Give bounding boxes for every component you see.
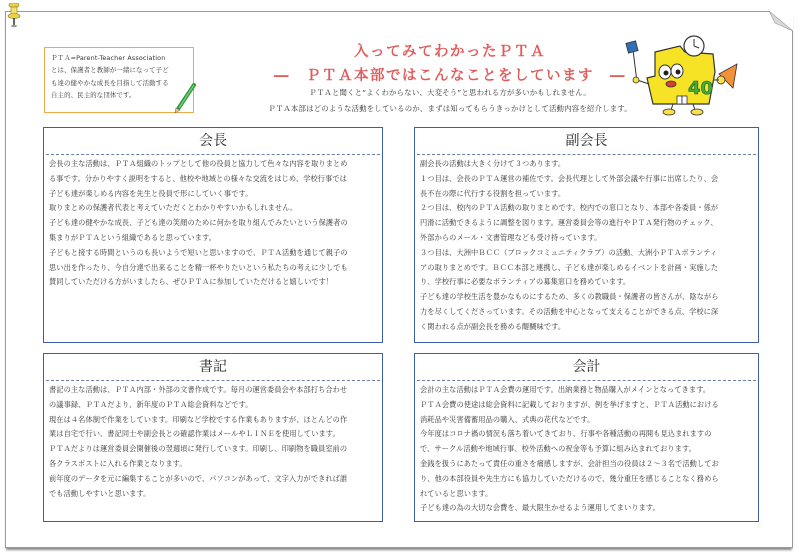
section-body <box>44 381 382 501</box>
section-line: 各クラスポストに入れる作業となります。 <box>49 458 187 468</box>
section-line: 副会長の活動は大きく分けて３つあります。 <box>420 159 566 168</box>
section-line: ＰＴＡだよりは運営委員会開催後の翌週頃に発行しています。印刷し、印刷物を職員室前の <box>49 444 348 454</box>
section-title: 会計 <box>417 354 756 381</box>
section-line: の議事録、ＰＴＡだより、新年度のＰＴＡ総会資料などです。 <box>49 399 253 409</box>
section-line: アの取りまとめです。ＢＣＣ本部と連携し、子ども達が楽しめるイベントを計画・実施した <box>420 262 719 272</box>
definition-line: とは、保護者と教師が一緒になって子ど <box>51 66 169 75</box>
section-line: れていると思います。 <box>420 488 493 498</box>
section-body <box>415 381 758 516</box>
section-line: 子ども達の学校生活を豊かなものにするため、多くの教職員・保護者の皆さんが、陰ながら <box>420 292 719 302</box>
page-curl-icon <box>769 11 793 31</box>
section-title: 書記 <box>46 354 380 381</box>
pushpin-icon <box>6 3 22 29</box>
pta-mascot-illustration <box>625 22 740 117</box>
section-vice-president <box>414 127 759 343</box>
section-line: 外部からのメール・文書管理なども受け持っています。 <box>420 232 602 242</box>
intro-text-line: ＰＴＡと聞くと“よくわからない、大変そう”と思われる方が多いかもしれません。 <box>309 88 591 97</box>
section-body <box>415 155 758 335</box>
section-line: く関われる点が副会長を務める醍醐味です。 <box>420 321 566 331</box>
definition-line: 自主的、民主的な団体です。 <box>51 91 136 100</box>
section-line: る事です。分かりやすく説明をすると、他校や地域との様々な交流をはじめ、学校行事では <box>49 173 347 183</box>
section-line: り、学校行事に必要なボランティアの募集窓口を務めています。 <box>420 277 631 287</box>
section-secretary <box>43 353 383 522</box>
section-line: 会計の主な活動はＰＴＡ会費の運用です。出納業務と物品購入がメインとなってきます。 <box>420 385 711 394</box>
definition-line: ＰＴＡ=Parent-Teacher Association <box>51 54 166 62</box>
section-line: 会長の主な活動は、ＰＴＡ組織のトップとして他の役員と協力して色々な内容を取りまとめ <box>49 159 348 168</box>
section-title: 副会長 <box>417 128 756 155</box>
section-line: 子どもと接する時間というのも長いようで短いと思いますので、ＰＴＡ活動を通じて親子の <box>49 247 348 257</box>
section-president <box>43 127 383 343</box>
section-line: 子ども達の為の大切な会費を、最大限生かせるよう運用してまいります。 <box>420 503 660 513</box>
definition-line: も達の健やかな成長を目指して活動する <box>51 78 169 87</box>
page-subtitle-heading: ― ＰＴＡ本部ではこんなことをしています ― <box>274 68 626 84</box>
mascot-40-badge: 40 <box>688 78 714 99</box>
section-line: でも活動しやすいと思います。 <box>49 488 151 498</box>
section-line: 金銭を扱うにあたって責任の重さを痛感しますが、会計担当の役員は２～３名で活動してお <box>420 458 719 468</box>
section-line: 円滑に活動できるように調整を図ります。運営委員会等の進行やＰＴＡ発行物のチェック、 <box>420 218 718 228</box>
section-title: 会長 <box>46 128 380 155</box>
section-line: 力を尽くしてくださっています。その活動を中心となって支えることができる点、学校に深 <box>420 306 719 316</box>
section-line: 子ども達の健やかな成長、子ども達の笑顔のために何かを取り組んでみたいという保護者の <box>49 218 348 228</box>
section-line: 子ども達が楽しめる内容を先生と役員で形にしていく事です。 <box>49 188 253 198</box>
section-line: 集まりがＰＴＡという組織であると思っています。 <box>49 232 217 242</box>
section-line: 消耗品や災害備蓄用品の購入、式典の花代などです。 <box>420 414 595 424</box>
section-treasurer <box>414 353 759 522</box>
section-body <box>44 155 382 290</box>
section-line: 業は自宅で行い、書記同士や副会長との確認作業はメールやＬＩＮＥを使用しています。 <box>49 429 340 439</box>
section-line: ２つ目は、校内のＰＴＡ活動の取りまとめです。校内での窓口となり、本部や各委員・係が <box>420 203 719 213</box>
section-line: り、他の本部役員や先生方にも協力していただけるので、幾分重圧を感じることなく務めら <box>420 473 719 483</box>
section-line: 現在は４名体制で作業をしています。印刷など学校でする作業もありますが、ほとんどの作 <box>49 414 348 424</box>
section-line: １つ目は、会長のＰＴＡ運営の補佐です。会長代理として外部会議や行事に出席したり、会 <box>420 173 719 183</box>
section-line: 思い出を作ったり、今自分達で出来ることを精一杯やりたいという私たちの考えに少しでも <box>49 262 348 272</box>
page-title: 入ってみてわかったＰＴＡ <box>354 44 546 60</box>
section-line: ３つ目は、大洲中ＢＣＣ（ブロックコミュニティクラブ）の活動、大洲小ＰＴＡボランティ <box>420 247 718 257</box>
section-line: 今年度はコロナ禍の情況も落ち着いてきており、行事や各種活動の再開も見込まれますの <box>420 429 712 439</box>
section-line: 賛同していただける方がいましたら、ぜひＰＴＡに参加していただけると嬉しいです！ <box>49 277 334 287</box>
section-line: で、サークル活動や地域行事、校外活動への祝金等も予算に組み込まれております。 <box>420 444 696 454</box>
section-line: ＰＴＡ会費の使途は総会資料に記載しておりますが、例を挙げますと、ＰＴＡ活動における <box>420 399 719 409</box>
intro-text-line: ＰＴＡ本部はどのような活動をしているのか、まずは知ってもらうきっかけとして活動内容を紹介します。 <box>268 104 632 113</box>
section-line: 長不在の際に代行する役割を担っています。 <box>420 188 566 198</box>
section-line: 書記の主な活動は、ＰＴＡ内部・外部の文書作成です。毎月の運営委員会や本部打ち合わせ <box>49 385 348 394</box>
section-line: 取りまとめの保護者代表と考えていただくとわかりやすいかもしれません。 <box>49 203 298 213</box>
section-line: 前年度のデータを元に編集することが多いので、パソコンがあって、文字入力ができれば誰 <box>49 473 348 483</box>
